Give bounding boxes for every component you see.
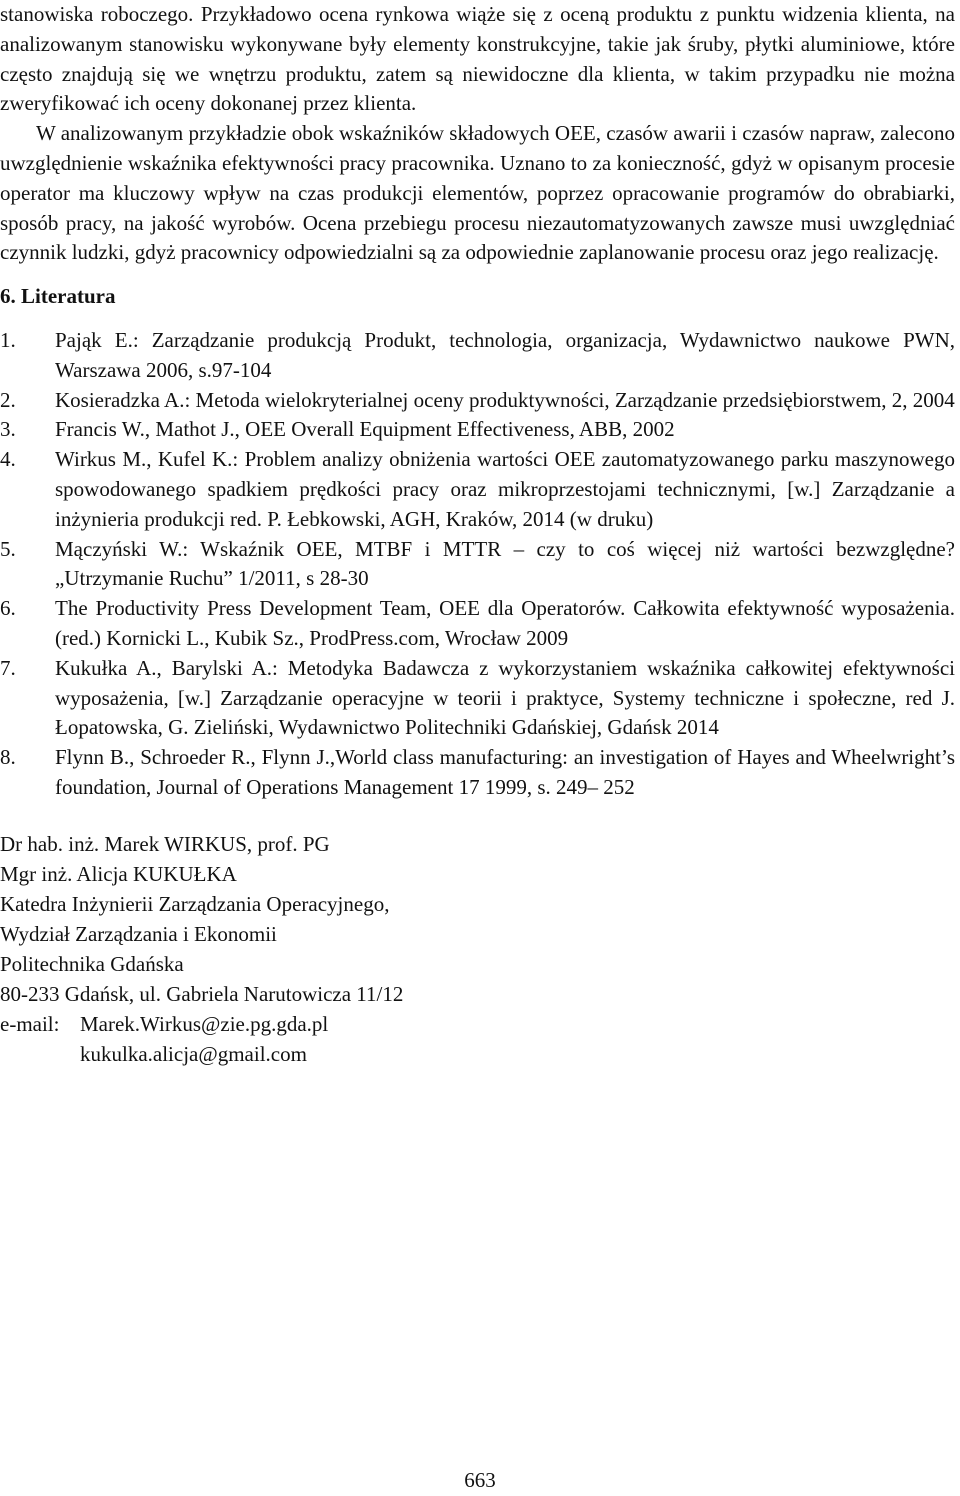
reference-item: [0, 594, 958, 654]
reference-number: 4.: [0, 447, 16, 472]
reference-item: [0, 743, 958, 803]
email-label: e-mail:: [0, 1011, 60, 1036]
reference-text: Kosieradzka A.: Metoda wielokryterialnej oceny produktywności, Zarządzanie przedsiębiorstwem, 2, 2004: [55, 387, 955, 412]
reference-number: 6.: [0, 596, 16, 621]
email-link[interactable]: kukulka.alicja@gmail.com: [80, 1041, 307, 1066]
reference-list: [0, 326, 958, 803]
reference-text: Flynn B., Schroeder R., Flynn J.,World class manufacturing: an investigation of Hayes and Wheelwright’s foundation, Journal of Operations Management 17 1999, s. 249– 252: [55, 745, 955, 799]
reference-number: 2.: [0, 387, 16, 412]
author-block: [0, 829, 958, 1069]
reference-text: Mączyński W.: Wskaźnik OEE, MTBF i MTTR – czy to coś więcej niż wartości bezwzględne? „Utrzymanie Ruchu” 1/2011, s 28-30: [55, 536, 955, 591]
reference-text: Francis W., Mathot J., OEE Overall Equipment Effectiveness, ABB, 2002: [55, 417, 675, 442]
reference-number: 3.: [0, 417, 16, 442]
author-name: Mgr inż. Alicja KUKUŁKA: [0, 861, 237, 886]
page-number: 663: [464, 1468, 496, 1492]
author-name: Dr hab. inż. Marek WIRKUS, prof. PG: [0, 831, 330, 856]
reference-text: Pająk E.: Zarządzanie produkcją Produkt, technologia, organizacja, Wydawnictwo naukowe PWN, Warszawa 2006, s.97-104: [55, 327, 955, 382]
reference-item: [0, 415, 958, 445]
reference-number: 5.: [0, 536, 16, 561]
body-paragraph-continued: stanowiska roboczego. Przykładowo ocena rynkowa wiąże się z oceną produktu z punktu widzenia klienta, na analizowanym stanowisku wykonywane były elementy konstrukcyjne, takie jak śruby, płytki aluminiowe, które często znajdują się we wnętrzu produktu, zatem są niewidoczne dla klienta, w takim przypadku nie można zweryfikować ich oceny dokonanej przez klienta.: [0, 2, 955, 116]
reference-item: [0, 386, 958, 416]
reference-text: Wirkus M., Kufel K.: Problem analizy obniżenia wartości OEE zautomatyzowanego parku maszynowego spowodowanego spadkiem prędkości pracy oraz mikroprzestojami technicznymi, [w.] Zarządzanie a inżynieria produkcji red. P. Łebkowski, AGH, Kraków, 2014 (w druku): [55, 447, 955, 531]
email-block: [0, 1009, 958, 1069]
reference-text: The Productivity Press Development Team, OEE dla Operatorów. Całkowita efektywność wyposażenia. (red.) Kornicki L., Kubik Sz., ProdPress.com, Wrocław 2009: [55, 596, 955, 650]
university: Politechnika Gdańska: [0, 951, 184, 976]
section-heading-literature: 6. Literatura: [0, 284, 116, 309]
email-link[interactable]: Marek.Wirkus@zie.pg.gda.pl: [80, 1011, 329, 1036]
department: Katedra Inżynierii Zarządzania Operacyjnego,: [0, 891, 390, 916]
body-paragraph: W analizowanym przykładzie obok wskaźników składowych OEE, czasów awarii i czasów napraw, zalecono uwzględnienie wskaźnika efektywności pracy pracownika. Uznano to za konieczność, gdyż w opisanym procesie operator ma kluczowy wpływ na czas produkcji elementów, poprzez opracowanie programów do obrabiarki, sposób pracy, na jakość wyrobów. Ocena przebiegu procesu niezautomatyzowanych zawsze musi uwzględniać czynnik ludzki, gdyż pracownicy odpowiedzialni są za odpowiednie zaplanowanie procesu oraz jego realizację.: [0, 121, 955, 265]
email-list: [80, 1009, 328, 1069]
reference-item: [0, 445, 958, 534]
reference-number: 8.: [0, 745, 16, 770]
reference-item: [0, 654, 958, 743]
reference-number: 7.: [0, 655, 16, 680]
reference-number: 1.: [0, 327, 16, 352]
reference-text: Kukułka A., Barylski A.: Metodyka Badawcza z wykorzystaniem wskaźnika całkowitej efektywności wyposażenia, [w.] Zarządzanie operacyjne w teorii i praktyce, Systemy techniczne i społeczne, red J. Łopatowska, G. Zieliński, Wydawnictwo Politechniki Gdańskiej, Gdańsk 2014: [55, 655, 955, 740]
reference-item: [0, 326, 958, 386]
faculty: Wydział Zarządzania i Ekonomii: [0, 921, 277, 946]
reference-item: [0, 535, 958, 595]
address: 80-233 Gdańsk, ul. Gabriela Narutowicza 11/12: [0, 981, 404, 1006]
